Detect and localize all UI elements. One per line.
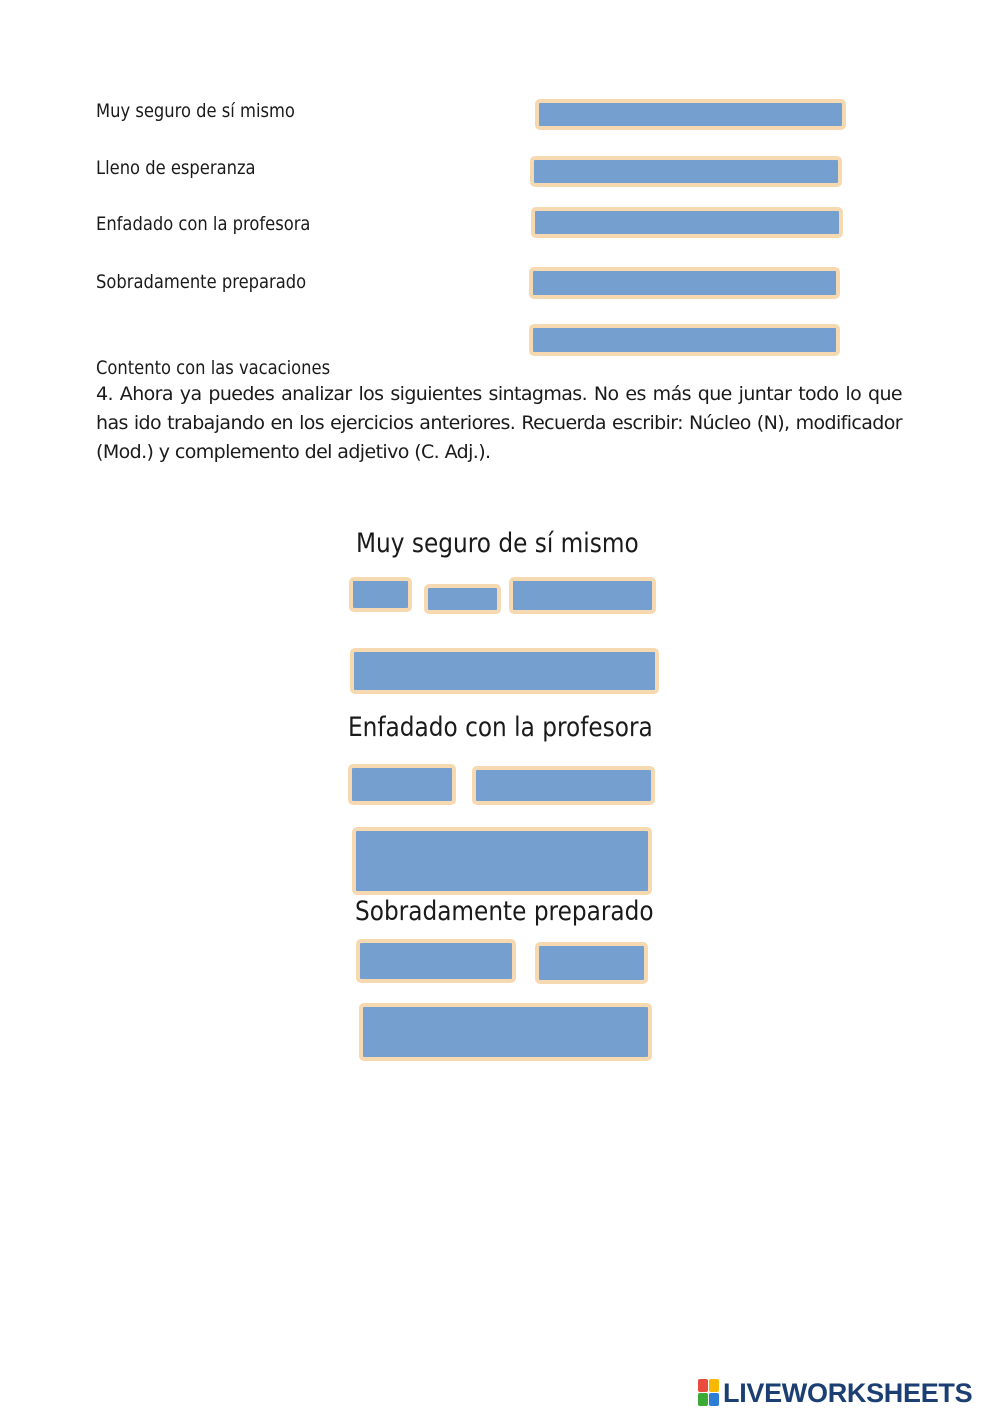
logo-text: LIVEWORKSHEETS (723, 1377, 973, 1408)
answer-input[interactable] (360, 943, 512, 979)
analysis-heading: Muy seguro de sí mismo (356, 528, 639, 559)
analysis-heading: Enfadado con la profesora (348, 712, 653, 743)
phrase-label: Enfadado con la profesora (96, 213, 311, 235)
answer-box[interactable] (530, 156, 842, 187)
answer-box[interactable] (535, 942, 648, 984)
exercise-4-instructions: 4. Ahora ya puedes analizar los siguientes sintagmas. No es más que juntar todo lo que has ido trabajando en los ejercicios anteriores. Recuerda escribir: Núcleo (N), modificador (Mod.) y complemento del adjetivo (C. Adj.). (96, 383, 902, 463)
answer-box[interactable] (424, 584, 501, 614)
phrase-label: Sobradamente preparado (96, 271, 307, 293)
answer-box[interactable] (349, 577, 412, 612)
phrase-label: Contento con las vacaciones (96, 357, 331, 379)
answer-box[interactable] (350, 648, 659, 694)
answer-input[interactable] (513, 581, 652, 610)
answer-input[interactable] (353, 581, 408, 608)
analysis-heading: Sobradamente preparado (355, 896, 654, 927)
answer-box[interactable] (529, 267, 840, 299)
liveworksheets-logo (698, 1378, 972, 1408)
answer-input[interactable] (356, 831, 648, 891)
answer-box[interactable] (529, 324, 840, 356)
answer-input[interactable] (428, 588, 497, 610)
answer-box[interactable] (348, 764, 456, 805)
answer-input[interactable] (354, 652, 655, 690)
answer-box[interactable] (359, 1003, 652, 1061)
answer-box[interactable] (352, 827, 652, 895)
answer-input[interactable] (352, 768, 452, 801)
answer-box[interactable] (531, 207, 843, 238)
phrase-label: Muy seguro de sí mismo (96, 100, 295, 122)
answer-input[interactable] (534, 160, 838, 183)
answer-box[interactable] (472, 766, 655, 805)
phrase-label: Lleno de esperanza (96, 157, 256, 179)
answer-input[interactable] (533, 271, 836, 295)
answer-box[interactable] (356, 939, 516, 983)
answer-box[interactable] (535, 99, 846, 130)
answer-input[interactable] (533, 328, 836, 352)
answer-input[interactable] (539, 103, 842, 126)
answer-input[interactable] (539, 946, 644, 980)
answer-input[interactable] (363, 1007, 648, 1057)
answer-input[interactable] (476, 770, 651, 801)
answer-input[interactable] (535, 211, 839, 234)
answer-box[interactable] (509, 577, 656, 614)
liveworksheets-logo-icon (698, 1379, 720, 1407)
